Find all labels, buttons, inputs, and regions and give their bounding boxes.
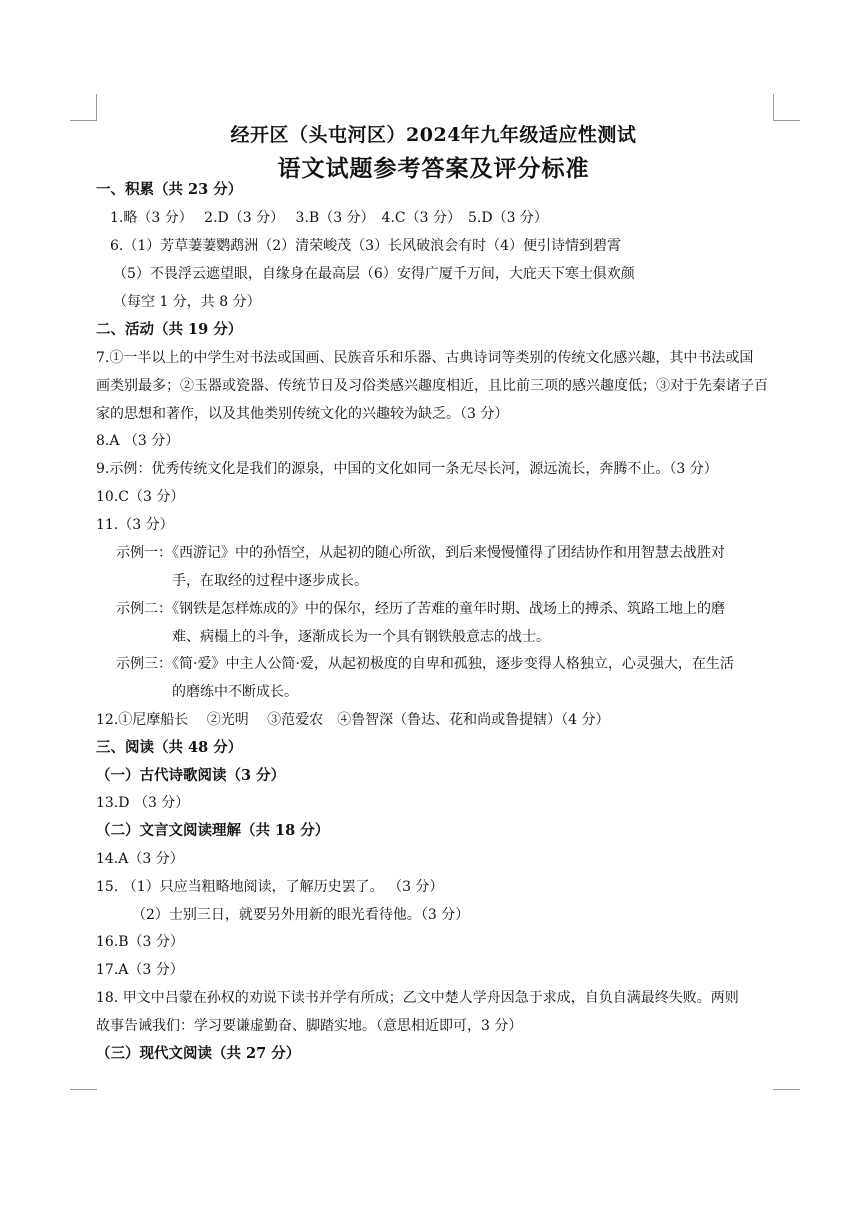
subsection-heading: （一）古代诗歌阅读（3 分） <box>96 767 286 784</box>
text-line: 1.略（3 分） 2.D（3 分） 3.B（3 分） 4.C（3 分） 5.D（3 分） <box>110 210 548 226</box>
text-line: 7.①一半以上的中学生对书法或国画、民族音乐和乐器、古典诗词等类别的传统文化感兴趣，其中书法或国 <box>96 350 754 366</box>
text-line: 8.A （3 分） <box>96 433 180 449</box>
text-line: 17.A（3 分） <box>96 962 184 978</box>
document-subtitle: 语文试题参考答案及评分标准 <box>277 155 590 182</box>
text-line: 14.A（3 分） <box>96 851 184 867</box>
text-line: 15. （1）只应当粗略地阅读，了解历史罢了。 （3 分） <box>96 879 444 895</box>
text-line: （5）不畏浮云遮望眼，自缘身在最高层（6）安得广厦千万间，大庇天下寒士俱欢颜 <box>113 266 635 282</box>
text-line: 12.①尼摩船长 ②光明 ③范爱农 ④鲁智深（鲁达、花和尚或鲁提辖）（4 分） <box>96 712 610 728</box>
text-line: 手，在取经的过程中逐步成长。 <box>172 573 368 589</box>
section-heading: 一、积累（共 23 分） <box>96 181 243 198</box>
text-line: 示例三：《简·爱》中主人公简·爱，从起初极度的自卑和孤独，逐步变得人格独立，心灵强大，在生活 <box>116 656 734 672</box>
text-line: 故事告诫我们：学习要谦虚勤奋、脚踏实地。（意思相近即可，3 分） <box>96 1018 523 1034</box>
text-line: （每空 1 分，共 8 分） <box>113 294 261 310</box>
subsection-heading: （二）文言文阅读理解（共 18 分） <box>96 822 330 839</box>
text-line: 难、病榻上的斗争，逐渐成长为一个具有钢铁般意志的战士。 <box>172 629 550 645</box>
text-line: 10.C（3 分） <box>96 489 185 505</box>
text-line: 13.D （3 分） <box>96 795 190 811</box>
text-line: 18. 甲文中吕蒙在孙权的劝说下读书并学有所成；乙文中楚人学舟因急于求成，自负自满最终失败。两则 <box>96 990 739 1006</box>
text-line: 9.示例：优秀传统文化是我们的源泉，中国的文化如同一条无尽长河，源远流长，奔腾不止。（3 分） <box>96 461 718 477</box>
crop-mark-bottom-left-h <box>70 1089 97 1090</box>
section-heading: 二、活动（共 19 分） <box>96 321 243 338</box>
text-line: 的磨练中不断成长。 <box>172 684 298 700</box>
text-line: 6.（1）芳草萋萋鹦鹉洲（2）清荣峻茂（3）长风破浪会有时（4）便引诗情到碧霄 <box>110 238 621 254</box>
text-line: 示例二：《钢铁是怎样炼成的》中的保尔，经历了苦难的童年时期、战场上的搏杀、筑路工地上的磨 <box>116 601 725 617</box>
text-line: 画类别最多；②玉器或瓷器、传统节日及习俗类感兴趣度相近，且比前三项的感兴趣度低；③对于先秦诸子百 <box>96 378 768 394</box>
crop-mark-bottom-right-h <box>773 1089 800 1090</box>
section-heading: 三、阅读（共 48 分） <box>96 739 243 756</box>
text-line: （2）士别三日，就要另外用新的眼光看待他。（3 分） <box>132 907 470 923</box>
text-line: 示例一：《西游记》中的孙悟空，从起初的随心所欲，到后来慢慢懂得了团结协作和用智慧去战胜对 <box>116 545 725 561</box>
text-line: 16.B（3 分） <box>96 934 184 950</box>
text-line: 11.（3 分） <box>96 517 174 533</box>
crop-mark-top-left-v <box>96 94 97 120</box>
document-title: 经开区（头屯河区）2024年九年级适应性测试 <box>230 124 637 146</box>
subsection-heading: （三）现代文阅读（共 27 分） <box>96 1045 301 1062</box>
text-line: 家的思想和著作，以及其他类别传统文化的兴趣较为缺乏。（3 分） <box>96 406 509 422</box>
crop-mark-top-right-v <box>773 94 774 120</box>
